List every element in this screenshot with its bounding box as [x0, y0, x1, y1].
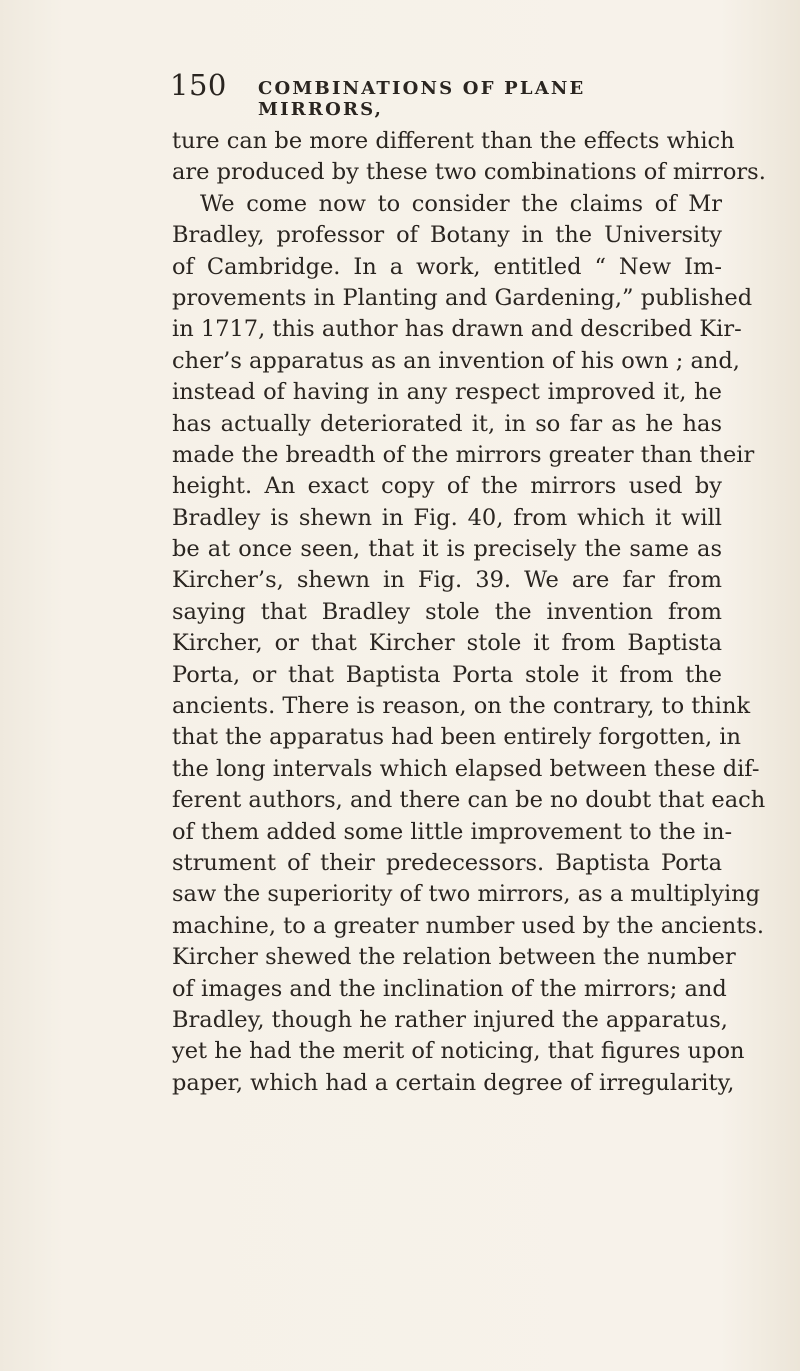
text-line: Bradley is shewn in Fig. 40, from which it will [172, 504, 722, 531]
text-line: has actually deteriorated it, in so far as he has [172, 410, 722, 437]
text-line: cher’s apparatus as an invention of his own ; and, [172, 347, 740, 374]
text-line: the long intervals which elapsed between these dif- [172, 755, 760, 782]
text-line: yet he had the merit of noticing, that figures upon [172, 1038, 745, 1065]
running-head: COMBINATIONS OF PLANE MIRRORS, [258, 78, 586, 120]
body-text [172, 126, 766, 1099]
text-line: Porta, or that Baptista Porta stole it from the [172, 661, 722, 688]
text-line: be at once seen, that it is precisely the same as [172, 536, 722, 563]
text-line: Bradley, though he rather injured the apparatus, [172, 1006, 728, 1033]
text-line: of them added some little improvement to the in- [172, 818, 733, 845]
text-line: saying that Bradley stole the invention from [172, 598, 722, 625]
text-line: ferent authors, and there can be no doubt that each [172, 787, 766, 814]
text-line: saw the superiority of two mirrors, as a multiplying [172, 881, 761, 908]
text-line: of Cambridge. In a work, entitled “ New Im- [172, 253, 722, 280]
text-line: in 1717, this author has drawn and described Kir- [172, 316, 742, 343]
text-line: ture can be more different than the effects which [172, 128, 735, 154]
text-line: Kircher, or that Kircher stole it from Baptista [172, 630, 722, 657]
text-line: made the breadth of the mirrors greater than their [172, 441, 755, 468]
text-line: Bradley, professor of Botany in the University [172, 222, 722, 249]
text-line: Kircher shewed the relation between the number [172, 944, 736, 971]
text-line: Kircher’s, shewn in Fig. 39. We are far from [172, 567, 722, 594]
text-line: provements in Planting and Gardening,” published [172, 284, 753, 311]
page-header [170, 68, 710, 120]
text-line: machine, to a greater number used by the ancients. [172, 912, 764, 939]
page-number: 150 [170, 68, 227, 102]
text-line: We come now to consider the claims of Mr [200, 190, 722, 217]
text-line: of images and the inclination of the mirrors; and [172, 975, 727, 1002]
text-line: ancients. There is reason, on the contrary, to think [172, 693, 751, 720]
text-line: height. An exact copy of the mirrors used by [172, 473, 722, 500]
text-line: are produced by these two combinations of mirrors. [172, 159, 766, 186]
text-line: strument of their predecessors. Baptista Porta [172, 849, 722, 876]
text-line: that the apparatus had been entirely forgotten, in [172, 724, 741, 751]
text-line: paper, which had a certain degree of irregularity, [172, 1069, 735, 1096]
text-line: instead of having in any respect improved it, he [172, 379, 722, 406]
